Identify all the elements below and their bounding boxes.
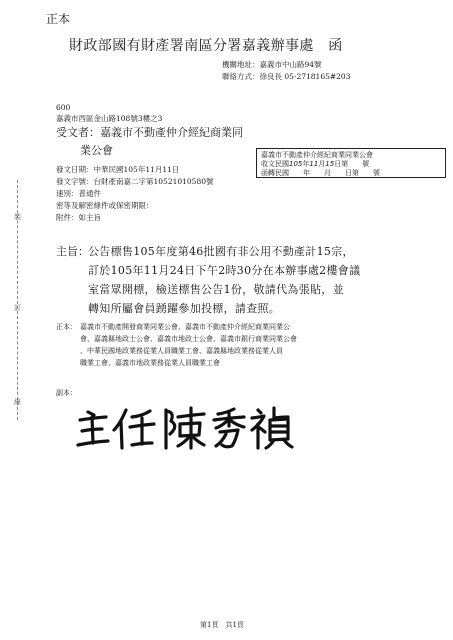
sender-contact: 聯絡方式：徐良長 05-2718165#203 (222, 72, 351, 81)
stamp-year-unit: 年 (302, 160, 310, 168)
director-signature (74, 402, 304, 454)
stamp-received-prefix: 收文民國 (261, 160, 289, 168)
cc-line: 、中華民國地政業務從業人員職業工會、嘉義縣地政業務從業人員 (80, 347, 283, 355)
subject-line: 訂於105年11月24日下午2時30分在本辦事處2樓會議 (88, 264, 361, 277)
cc-label: 正本： (56, 323, 77, 331)
document-title: 財政部國有財產署南區分署嘉義辦事處 函 (69, 38, 343, 54)
secrecy-level: 密等及解密條件或保密期限： (56, 201, 154, 210)
recipient-line-2: 業公會 (80, 144, 113, 157)
stamp-received-year: 105 (289, 160, 303, 168)
attachment-note: 附件：如主旨 (56, 213, 101, 222)
stamp-month-unit: 月 (318, 160, 326, 168)
sender-address: 機關地址：嘉義市中山路94號 (222, 60, 322, 69)
page-number: 第1頁 共1頁 (200, 621, 244, 629)
binding-mark: 線 (14, 398, 21, 406)
cc-line: 嘉義市不動產開發商業同業公會、嘉義市不動產仲介經紀商業同業公 (80, 323, 290, 331)
subject-line: 轉知所屬會員踴躍參加投標，請查照。 (88, 302, 281, 315)
copy-type-label: 正本 (46, 12, 71, 26)
issue-date: 發文日期：中華民國105年11月11日 (56, 165, 180, 174)
receiver-zip: 600 (56, 103, 71, 112)
subject-line: 室當眾開標，檢送標售公告1份，敬請代為張貼，並 (88, 283, 344, 296)
stamp-forward-line: 函轉民國 年 月 日第 號 (261, 169, 380, 177)
cc-line: 會、嘉義縣地政士公會、嘉義市地政士公會、嘉義市銀行商業同業公會 (80, 335, 297, 343)
subject-line: 公告標售105年度第46批國有非公用不動產計15宗， (88, 245, 354, 258)
bcc-label: 副本： (56, 389, 77, 397)
receiver-address: 嘉義市西區金山路108號3樓之3 (56, 114, 163, 123)
document-number: 發文字號：台財產南嘉二字第10521010580號 (56, 177, 214, 186)
receipt-stamp (256, 148, 446, 178)
binding-mark: 裝 (14, 213, 21, 221)
stamp-received-day: 15 (325, 160, 335, 168)
binding-mark: 訂 (14, 304, 21, 312)
stamp-received-suffix: 日第 號 (334, 160, 370, 168)
stamp-received-month: 11 (309, 160, 319, 168)
stamp-org: 嘉義市不動產仲介經紀商業同業公會 (261, 151, 373, 159)
cc-line: 職業工會、嘉義市地政業務從業人員職業工會 (80, 359, 220, 367)
recipient-line-1: 受文者：嘉義市不動產仲介經紀商業同 (56, 126, 243, 139)
delivery-speed: 速別：普通件 (56, 189, 101, 198)
subject-label: 主旨： (56, 245, 89, 258)
